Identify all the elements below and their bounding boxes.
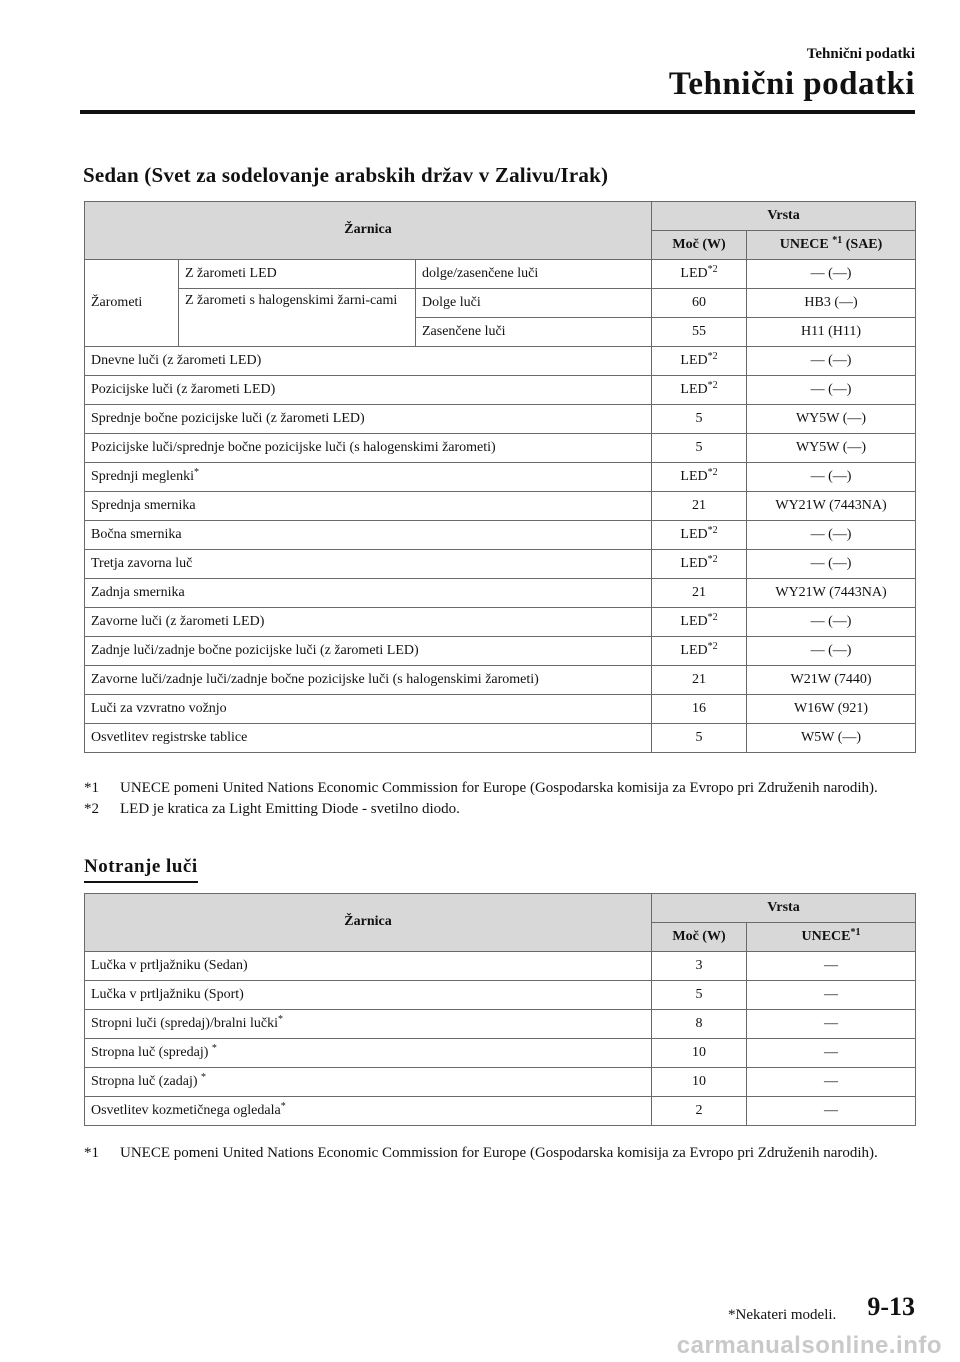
bulb-name: Stropna luč (spredaj) * [85, 1039, 652, 1068]
interior-header-power: Moč (W) [652, 923, 747, 952]
table-row [85, 289, 916, 318]
bulb-unece: — [747, 952, 916, 981]
page-title: Tehnični podatki [668, 66, 915, 102]
bulb-name: Sprednja smernika [85, 492, 652, 521]
table-row [85, 376, 916, 405]
headlamps-low-beam: Zasenčene luči [416, 318, 652, 347]
bulb-power: LED$^{*2}$ [652, 550, 747, 579]
table-row [85, 579, 916, 608]
bulb-power: LED$^{*2}$ [652, 347, 747, 376]
watermark-logo: carmanualsonline.info [676, 1332, 942, 1359]
bulb-unece: W21W (7440) [747, 666, 916, 695]
bulb-name: Stropni luči (spredaj)/bralni lučki* [85, 1010, 652, 1039]
table-row [85, 608, 916, 637]
interior-header-unece: UNECE$^{*1}$ [747, 923, 916, 952]
headlamps-led-beam: dolge/zasenčene luči [416, 260, 652, 289]
footnote-item [84, 1143, 915, 1164]
bulb-power: 3 [652, 952, 747, 981]
bulb-unece: — [747, 981, 916, 1010]
bulb-power: 8 [652, 1010, 747, 1039]
lights-spec-table [84, 201, 916, 753]
table-row [85, 1010, 916, 1039]
bulb-unece: — (—) [747, 376, 916, 405]
bulb-power: 21 [652, 492, 747, 521]
bulb-unece: — (—) [747, 637, 916, 666]
bulb-name: Zadnja smernika [85, 579, 652, 608]
table-row [85, 666, 916, 695]
headlamps-high-power: 60 [652, 289, 747, 318]
headlamps-high-unece: HB3 (—) [747, 289, 916, 318]
bulb-power: 10 [652, 1039, 747, 1068]
table-row [85, 405, 916, 434]
bulb-name: Luči za vzvratno vožnjo [85, 695, 652, 724]
footnote-text: UNECE pomeni United Nations Economic Commission for Europe (Gospodarska komisija za Evropo pri Združenih narodih). [120, 780, 878, 796]
bulb-name: Osvetlitev kozmetičnega ogledala* [85, 1097, 652, 1126]
bulb-unece: — (—) [747, 463, 916, 492]
headlamps-led-label: Z žarometi LED [179, 260, 416, 289]
bulb-power: 5 [652, 724, 747, 753]
bulb-name: Zavorne luči (z žarometi LED) [85, 608, 652, 637]
table-row [85, 724, 916, 753]
bulb-unece: — [747, 1039, 916, 1068]
interior-title: Notranje luči [84, 856, 198, 883]
bulb-name: Lučka v prtljažniku (Sedan) [85, 952, 652, 981]
header-sae: (SAE) [845, 236, 883, 252]
bulb-unece: — (—) [747, 347, 916, 376]
footnote-text: UNECE pomeni United Nations Economic Commission for Europe (Gospodarska komisija za Evropo pri Združenih narodih). [120, 1145, 878, 1161]
bulb-power: 2 [652, 1097, 747, 1126]
bulb-unece: WY21W (7443NA) [747, 579, 916, 608]
headlamps-halogen-label: Z žarometi s halogenskimi žarni-cami [179, 289, 416, 347]
table-row [85, 952, 916, 981]
header-unece-ref: *1 [832, 234, 843, 246]
table-row [85, 492, 916, 521]
bulb-name: Tretja zavorna luč [85, 550, 652, 579]
bulb-power: LED$^{*2}$ [652, 521, 747, 550]
bulb-unece: — (—) [747, 521, 916, 550]
bulb-power: LED$^{*2}$ [652, 637, 747, 666]
headlamps-low-unece: H11 (H11) [747, 318, 916, 347]
table-row [85, 347, 916, 376]
bulb-unece: WY21W (7443NA) [747, 492, 916, 521]
footnote-item [84, 799, 915, 820]
table-row [85, 521, 916, 550]
bulb-name: Pozicijske luči (z žarometi LED) [85, 376, 652, 405]
table-row [85, 695, 916, 724]
bulb-unece: WY5W (—) [747, 434, 916, 463]
bulb-power: 5 [652, 405, 747, 434]
bulb-unece: — [747, 1010, 916, 1039]
table-row [85, 434, 916, 463]
notes-interior [84, 1143, 915, 1164]
footnote-text: LED je kratica za Light Emitting Diode - svetilno diodo. [120, 801, 460, 817]
bulb-unece: W16W (921) [747, 695, 916, 724]
footnote-item [84, 778, 915, 799]
table-row [85, 1097, 916, 1126]
bulb-unece: — [747, 1097, 916, 1126]
headlamps-led-power: LED$^{*2}$ [652, 260, 747, 289]
interior-header-bulb: Žarnica [85, 894, 652, 952]
bulb-name: Pozicijske luči/sprednje bočne pozicijske luči (s halogenskimi žarometi) [85, 434, 652, 463]
title-rule [80, 110, 915, 114]
bulb-name: Stropna luč (zadaj) * [85, 1068, 652, 1097]
bulb-name: Zadnje luči/zadnje bočne pozicijske luči (z žarometi LED) [85, 637, 652, 666]
bulb-name: Zavorne luči/zadnje luči/zadnje bočne pozicijske luči (s halogenskimi žarometi) [85, 666, 652, 695]
bulb-name: Osvetlitev registrske tablice [85, 724, 652, 753]
header-type: Vrsta [652, 202, 916, 231]
bulb-power: LED$^{*2}$ [652, 376, 747, 405]
bulb-name: Lučka v prtljažniku (Sport) [85, 981, 652, 1010]
table-row [85, 981, 916, 1010]
section-title: Sedan (Svet za sodelovanje arabskih držav v Zalivu/Irak) [83, 163, 609, 187]
table-row [85, 550, 916, 579]
header-power: Moč (W) [652, 231, 747, 260]
bulb-power: 16 [652, 695, 747, 724]
table-row [85, 1068, 916, 1097]
bulb-unece: — [747, 1068, 916, 1097]
interior-header-type: Vrsta [652, 894, 916, 923]
table-row [85, 260, 916, 289]
bulb-power: 10 [652, 1068, 747, 1097]
footnote-mark: *1 [84, 780, 99, 796]
bulb-unece: — (—) [747, 550, 916, 579]
bulb-name: Sprednji meglenki* [85, 463, 652, 492]
header-bulb: Žarnica [85, 202, 652, 260]
bulb-power: LED$^{*2}$ [652, 463, 747, 492]
bulb-power: 5 [652, 434, 747, 463]
bulb-power: 21 [652, 579, 747, 608]
headlamps-high-beam: Dolge luči [416, 289, 652, 318]
table-row [85, 1039, 916, 1068]
bulb-power: 5 [652, 981, 747, 1010]
bulb-name: Bočna smernika [85, 521, 652, 550]
footnote-mark: *1 [84, 1145, 99, 1161]
bulb-name: Dnevne luči (z žarometi LED) [85, 347, 652, 376]
header-unece [747, 231, 916, 260]
header-unece-label: UNECE [779, 236, 829, 252]
footnote-some-models: *Nekateri modeli. [728, 1307, 837, 1323]
bulb-name: Sprednje bočne pozicijske luči (z žarometi LED) [85, 405, 652, 434]
headlamps-led-unece: — (—) [747, 260, 916, 289]
interior-spec-table [84, 893, 916, 1126]
footnote-mark: *2 [84, 801, 99, 817]
table-row [85, 637, 916, 666]
bulb-unece: — (—) [747, 608, 916, 637]
bulb-power: LED$^{*2}$ [652, 608, 747, 637]
page-number: 9-13 [867, 1292, 915, 1321]
headlamps-label: Žarometi [85, 260, 179, 347]
table-row [85, 463, 916, 492]
bulb-unece: WY5W (—) [747, 405, 916, 434]
headlamps-low-power: 55 [652, 318, 747, 347]
running-header: Tehnični podatki [806, 46, 915, 62]
bulb-unece: W5W (—) [747, 724, 916, 753]
notes-lights [84, 778, 915, 820]
bulb-power: 21 [652, 666, 747, 695]
